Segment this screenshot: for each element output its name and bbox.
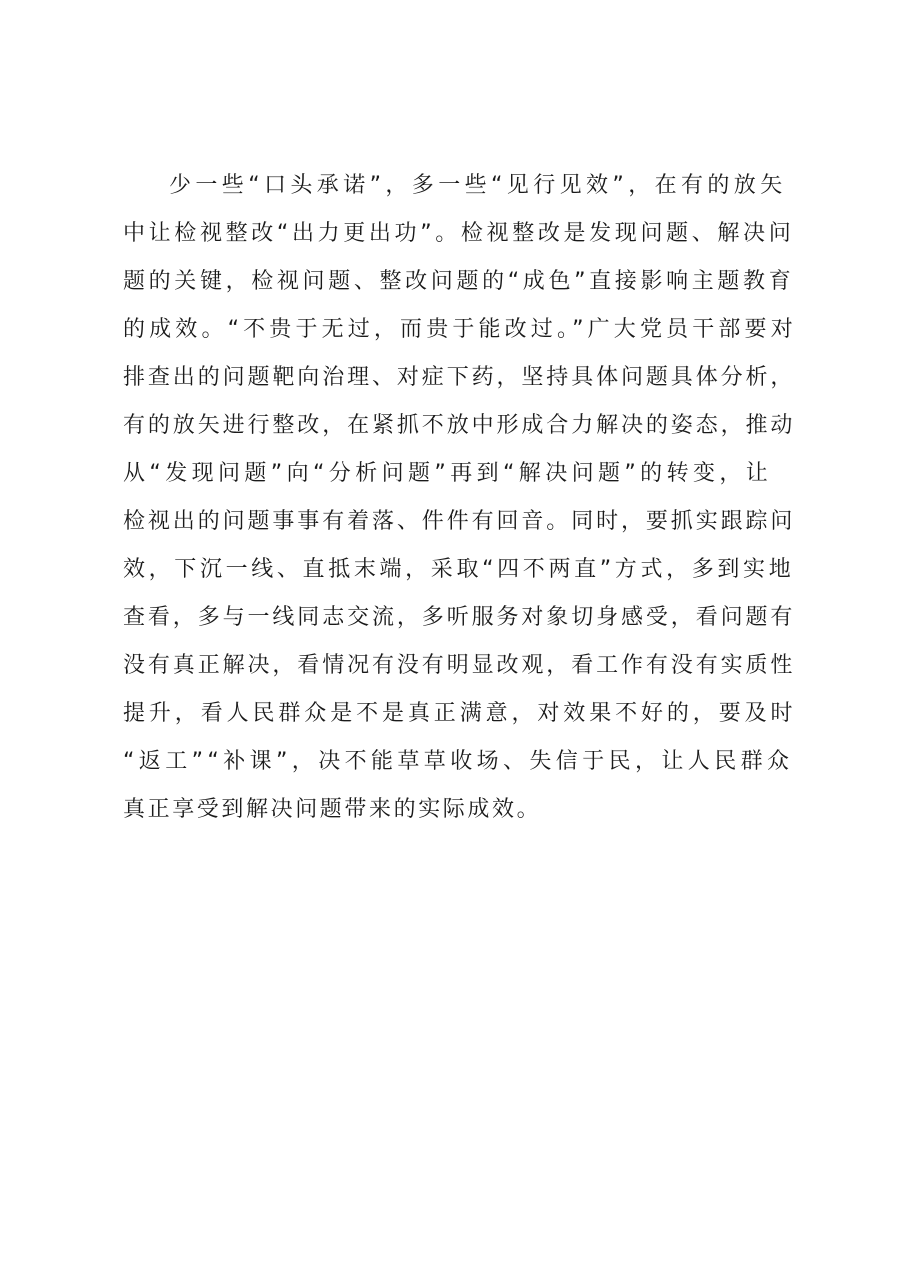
paragraph-line: 中让检视整改“出力更出功”。检视整改是发现问题、解决问 xyxy=(123,221,795,246)
paragraph-line: 查看，多与一线同志交流，多听服务对象切身感受，看问题有 xyxy=(123,605,796,630)
paragraph-line: 的成效。“不贵于无过，而贵于能改过。”广大党员干部要对 xyxy=(123,317,797,342)
paragraph-line: 真正享受到解决问题带来的实际成效。 xyxy=(123,797,542,822)
paragraph-line: 从“发现问题”向“分析问题”再到“解决问题”的转变，让 xyxy=(123,461,773,486)
paragraph-line: 少一些“口头承诺”，多一些“见行见效”，在有的放矢 xyxy=(169,173,787,198)
paragraph-line: 检视出的问题事事有着落、件件有回音。同时，要抓实跟踪问 xyxy=(123,509,796,534)
paragraph-line: 题的关键，检视问题、整改问题的“成色”直接影响主题教育 xyxy=(123,269,795,294)
paragraph-line: 有的放矢进行整改，在紧抓不放中形成合力解决的姿态，推动 xyxy=(123,413,796,438)
document-paragraph xyxy=(123,162,799,834)
paragraph-line: 提升，看人民群众是不是真正满意，对效果不好的，要及时 xyxy=(123,701,797,726)
paragraph-line: 排查出的问题靶向治理、对症下药，坚持具体问题具体分析， xyxy=(123,365,796,390)
paragraph-line: “返工”“补课”，决不能草草收场、失信于民，让人民群众 xyxy=(123,749,794,774)
paragraph-line: 没有真正解决，看情况有没有明显改观，看工作有没有实质性 xyxy=(123,653,796,678)
paragraph-line: 效，下沉一线、直抵末端，采取“四不两直”方式，多到实地 xyxy=(123,557,795,582)
